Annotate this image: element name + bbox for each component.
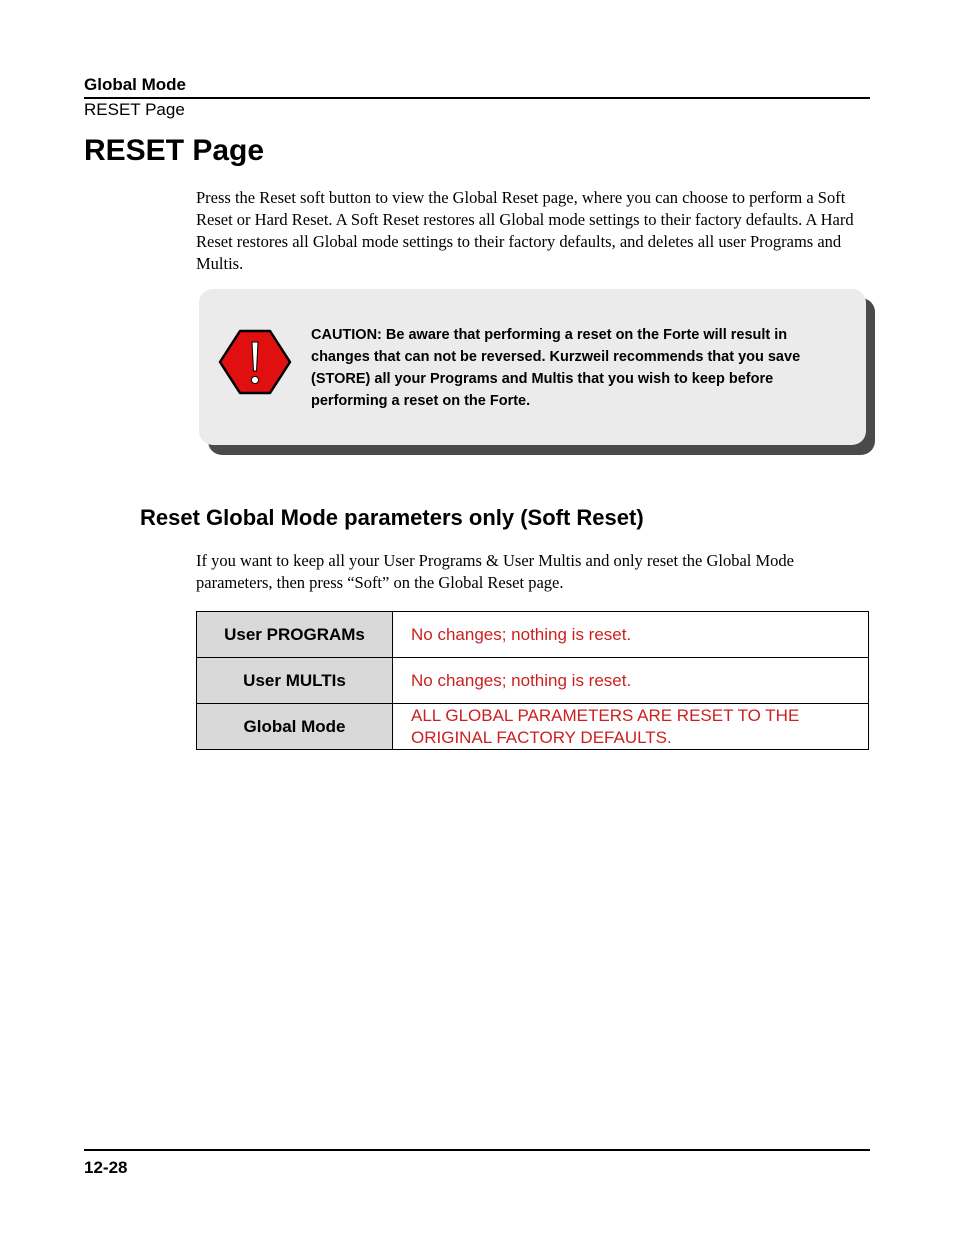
table-row	[197, 658, 869, 704]
running-header-subsection: RESET Page	[84, 100, 185, 119]
soft-reset-table	[196, 611, 869, 750]
intro-paragraph: Press the Reset soft button to view the Global Reset page, where you can choose to perform a Soft Reset or Hard Reset. A Soft Reset restores all Global mode settings to their factory defaults. A Hard Reset restores all Global mode settings to their factory defaults, and deletes all user Programs and Multis.	[196, 188, 854, 273]
table-row-label: User PROGRAMs	[197, 612, 393, 658]
table-row	[197, 704, 869, 750]
footer-rule	[84, 1149, 870, 1151]
table-row	[197, 612, 869, 658]
caution-text: CAUTION: Be aware that performing a reset on the Forte will result in changes that can not be reversed. Kurzweil recommends that you save (STORE) all your Programs and Multis that you wish to keep before performing a reset on the Forte.	[311, 327, 801, 409]
soft-reset-paragraph: If you want to keep all your User Programs & User Multis and only reset the Global Mode parameters, then press “Soft” on the Global Reset page.	[196, 551, 795, 592]
warning-icon	[218, 329, 292, 395]
header-rule	[84, 97, 870, 99]
running-header-section: Global Mode	[84, 75, 186, 94]
page-title: RESET Page	[84, 134, 265, 167]
page-number: 12-28	[84, 1158, 128, 1177]
table-row-label: Global Mode	[197, 704, 393, 750]
table-row-label: User MULTIs	[197, 658, 393, 704]
table-row-value: No changes; nothing is reset.	[393, 612, 869, 658]
table-row-value: ALL GLOBAL PARAMETERS ARE RESET TO THE ORIGINAL FACTORY DEFAULTS.	[393, 704, 869, 750]
soft-reset-heading: Reset Global Mode parameters only (Soft Reset)	[140, 505, 644, 530]
table-row-value: No changes; nothing is reset.	[393, 658, 869, 704]
